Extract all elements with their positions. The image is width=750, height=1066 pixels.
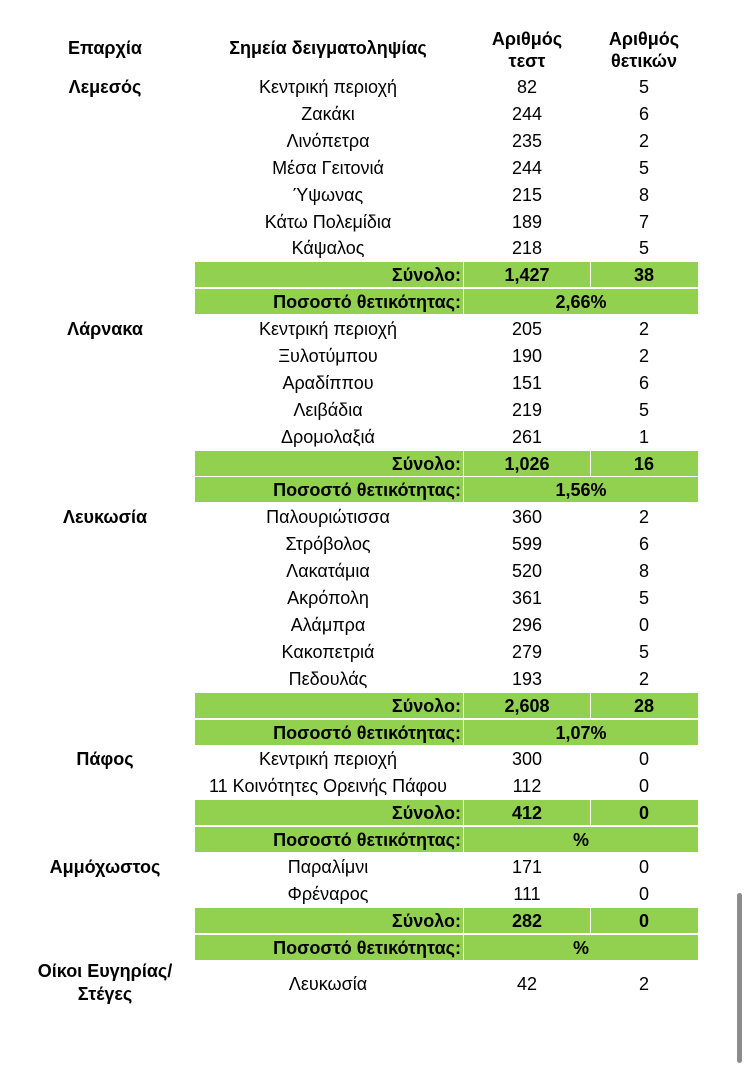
positivity-rate-value: % [572, 938, 589, 958]
table-row [0, 773, 750, 799]
site-name: Κεντρική περιοχή [258, 749, 398, 769]
positives-value: 0 [638, 884, 649, 904]
scrollbar[interactable] [737, 893, 742, 1063]
total-positives-value: 0 [638, 803, 649, 823]
total-row [0, 451, 750, 477]
table-row [0, 128, 750, 154]
tests-value: 235 [511, 131, 543, 151]
table-row [0, 585, 750, 611]
site-name: Λειβάδια [293, 400, 363, 420]
tests-value: 244 [511, 104, 543, 124]
table-row [0, 639, 750, 665]
site-name: Στρόβολος [285, 534, 371, 554]
tests-value: 111 [513, 884, 541, 904]
tests-value: 171 [511, 857, 543, 877]
tests-value: 42 [516, 974, 538, 994]
site-name: Λακατάμια [286, 561, 370, 581]
total-positives-value: 38 [633, 265, 655, 285]
positivity-rate-value: 2,66% [555, 292, 607, 312]
total-row [0, 262, 750, 288]
positives-value: 5 [638, 158, 649, 178]
positivity-rate-label: Ποσοστό θετικότητας: [273, 938, 461, 958]
positivity-rate-label: Ποσοστό θετικότητας: [273, 830, 461, 850]
site-name: Κεντρική περιοχή [258, 319, 398, 339]
header-tests-line2: τεστ [508, 51, 546, 71]
total-tests-value: 2,608 [504, 696, 550, 716]
tests-value: 219 [511, 400, 543, 420]
positivity-rate-row [0, 827, 750, 853]
total-label: Σύνολο: [391, 696, 461, 716]
positives-value: 8 [638, 185, 649, 205]
positives-value: 5 [638, 400, 649, 420]
tests-value: 520 [511, 561, 543, 581]
table-row [0, 316, 750, 342]
header-tests-line1: Αριθμός [491, 29, 563, 49]
positives-value: 6 [638, 104, 649, 124]
province-elderly-homes-line1: Οίκοι Ευγηρίας/ [37, 961, 173, 981]
tests-value: 193 [511, 669, 543, 689]
table-row [0, 424, 750, 450]
tests-value: 151 [511, 373, 543, 393]
positivity-rate-value: 1,56% [555, 480, 607, 500]
header-positives [590, 28, 698, 72]
table-row [0, 666, 750, 692]
tests-value: 599 [511, 534, 543, 554]
total-label: Σύνολο: [391, 454, 461, 474]
table-row [0, 504, 750, 530]
total-tests-value: 1,026 [504, 454, 550, 474]
tests-value: 112 [512, 776, 542, 796]
positivity-rate-label: Ποσοστό θετικότητας: [273, 292, 461, 312]
positives-value: 6 [638, 534, 649, 554]
total-label: Σύνολο: [391, 911, 461, 931]
positives-value: 2 [638, 319, 649, 339]
site-name: Παλουριώτισσα [266, 507, 390, 527]
positivity-rate-row [0, 935, 750, 961]
table-row [0, 343, 750, 369]
positives-value: 5 [638, 77, 649, 97]
table-row [0, 235, 750, 261]
total-positives-value: 16 [633, 454, 655, 474]
positivity-rate-value: 1,07% [555, 723, 607, 743]
positives-value: 6 [638, 373, 649, 393]
positivity-rate-row [0, 289, 750, 315]
site-name: Ακρόπολη [287, 588, 369, 608]
tests-value: 361 [511, 588, 543, 608]
positives-value: 0 [638, 857, 649, 877]
positives-value: 2 [638, 131, 649, 151]
table-row [0, 370, 750, 396]
table-row [0, 881, 750, 907]
tests-value: 261 [511, 427, 543, 447]
site-name: Κάψαλος [291, 238, 365, 258]
positivity-rate-label: Ποσοστό θετικότητας: [273, 480, 461, 500]
site-name: Λινόπετρα [286, 131, 370, 151]
header-tests [464, 28, 590, 72]
total-row [0, 908, 750, 934]
table-row [0, 101, 750, 127]
site-name: Κακοπετριά [281, 642, 375, 662]
province-elderly-homes-line2: Στέγες [77, 984, 133, 1004]
positives-value: 5 [638, 642, 649, 662]
province-name: Πάφος [76, 749, 134, 769]
positives-value: 1 [638, 427, 649, 447]
header-sampling-points: Σημεία δειγματοληψίας [229, 38, 427, 58]
site-name: Κεντρική περιοχή [258, 77, 398, 97]
table-row [0, 854, 750, 880]
site-name: Παραλίμνι [287, 857, 369, 877]
positivity-rate-row [0, 720, 750, 746]
header-positives-line2: θετικών [611, 51, 677, 71]
positives-value: 5 [638, 588, 649, 608]
total-label: Σύνολο: [391, 265, 461, 285]
total-label: Σύνολο: [391, 803, 461, 823]
tests-value: 218 [511, 238, 543, 258]
province-name: Λάρνακα [67, 319, 143, 339]
tests-value: 296 [511, 615, 543, 635]
positives-value: 2 [638, 507, 649, 527]
tests-value: 82 [516, 77, 538, 97]
total-tests-value: 412 [511, 803, 543, 823]
table-row [0, 74, 750, 100]
site-name: 11 Κοινότητες Ορεινής Πάφου [208, 776, 448, 796]
total-row [0, 693, 750, 719]
tests-value: 244 [511, 158, 543, 178]
table-row [0, 612, 750, 638]
tests-value: 279 [511, 642, 543, 662]
positivity-rate-value: % [572, 830, 589, 850]
tests-value: 360 [511, 507, 543, 527]
site-name: Φρέναρος [287, 884, 369, 904]
total-row [0, 800, 750, 826]
positives-value: 5 [638, 238, 649, 258]
province-name: Λευκωσία [62, 507, 148, 527]
tests-value: 205 [511, 319, 543, 339]
site-name: Ζακάκι [301, 104, 355, 124]
table-row [0, 209, 750, 235]
positives-value: 8 [638, 561, 649, 581]
positivity-rate-label: Ποσοστό θετικότητας: [273, 723, 461, 743]
site-name: Αλάμπρα [290, 615, 366, 635]
positives-value: 0 [638, 615, 649, 635]
table-row [0, 971, 750, 997]
site-name: Λευκωσία [288, 974, 368, 994]
positivity-rate-row [0, 477, 750, 503]
positives-value: 0 [638, 776, 649, 796]
total-tests-value: 282 [511, 911, 543, 931]
tests-value: 300 [511, 749, 543, 769]
table-row [0, 182, 750, 208]
site-name: Μέσα Γειτονιά [272, 158, 384, 178]
positives-value: 2 [638, 346, 649, 366]
total-tests-value: 1,427 [504, 265, 550, 285]
positives-value: 2 [638, 974, 649, 994]
header-positives-line1: Αριθμός [608, 29, 680, 49]
positives-value: 7 [638, 212, 649, 232]
table-row [0, 558, 750, 584]
header-province: Επαρχία [68, 38, 142, 58]
total-positives-value: 0 [638, 911, 649, 931]
site-name: Πεδουλάς [288, 669, 368, 689]
tests-value: 215 [511, 185, 543, 205]
table-row [0, 155, 750, 181]
positives-value: 0 [638, 749, 649, 769]
site-name: Ξυλοτύμπου [278, 346, 378, 366]
positives-value: 2 [638, 669, 649, 689]
site-name: Κάτω Πολεμίδια [264, 212, 392, 232]
tests-value: 189 [511, 212, 543, 232]
province-name: Λεμεσός [68, 77, 142, 97]
table-row [0, 397, 750, 423]
tests-value: 190 [511, 346, 543, 366]
table-row [0, 746, 750, 772]
site-name: Αραδίππου [282, 373, 374, 393]
site-name: Ύψωνας [292, 185, 364, 205]
table-row [0, 531, 750, 557]
site-name: Δρομολαξιά [281, 427, 375, 447]
total-positives-value: 28 [633, 696, 655, 716]
province-name: Αμμόχωστος [49, 857, 161, 877]
